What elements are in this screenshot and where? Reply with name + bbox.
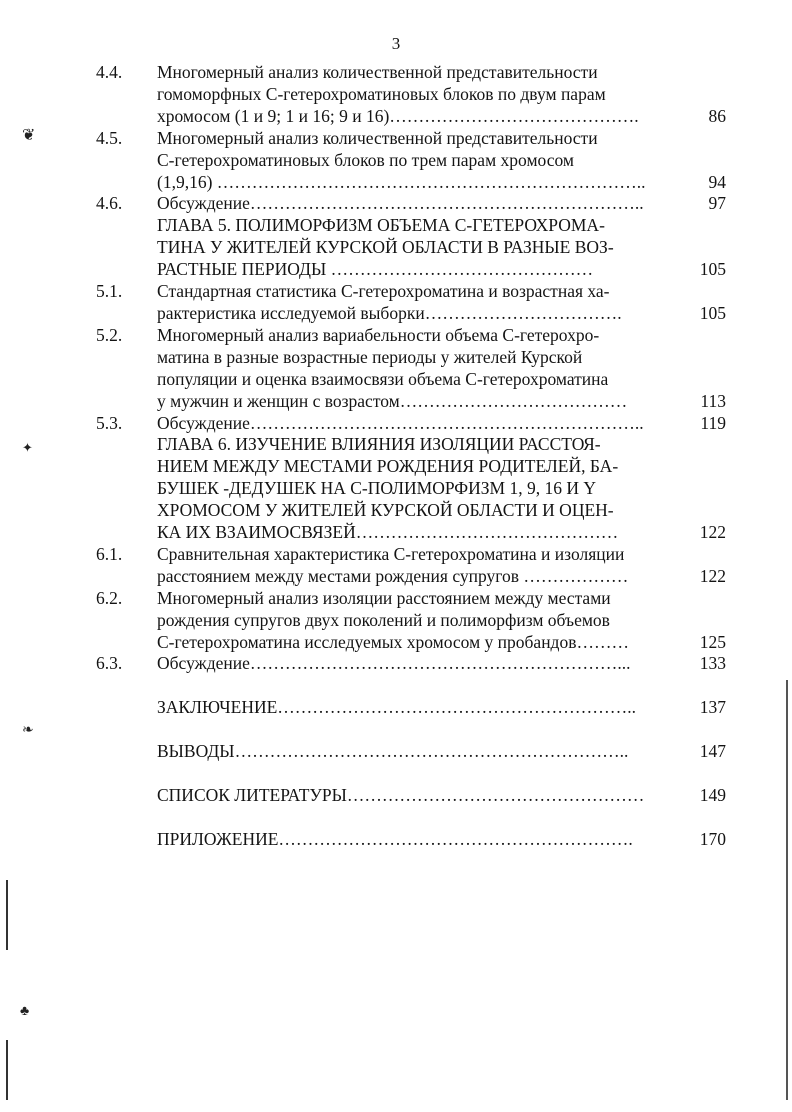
toc-entry	[96, 653, 726, 675]
toc-entry-number: 6.1.	[96, 543, 123, 564]
toc-entry-title	[157, 215, 677, 281]
toc-entry-title	[157, 588, 677, 654]
toc-entry-page: 137	[699, 697, 726, 718]
scan-mark-icon: ❦	[22, 127, 36, 144]
toc-entry-page: 97	[708, 193, 726, 214]
toc-entry-title	[157, 325, 677, 413]
toc-entry-line: Обсуждение…………………………………………………………..	[157, 193, 644, 214]
toc-entry-page: 170	[699, 829, 726, 850]
toc-entry-title	[157, 697, 677, 719]
toc-entry-line: Обсуждение…………………………………………………………..	[157, 412, 644, 433]
toc-entry-page: 125	[699, 631, 726, 652]
toc-entry-line: НИЕМ МЕЖДУ МЕСТАМИ РОЖДЕНИЯ РОДИТЕЛЕЙ, БА-	[157, 456, 619, 477]
toc-entry-line: популяции и оценка взаимосвязи объема С-гетерохроматина	[157, 368, 609, 389]
toc-entry-line: ГЛАВА 5. ПОЛИМОРФИЗМ ОБЪЕМА С-ГЕТЕРОХРОМА-	[157, 215, 605, 236]
toc-entry-title	[157, 128, 677, 194]
toc-entry-number: 5.1.	[96, 281, 123, 302]
toc-entry-title	[157, 281, 677, 325]
toc-entry	[96, 741, 726, 763]
scan-mark-icon: ♣	[20, 1004, 30, 1019]
toc-entry-line: БУШЕК -ДЕДУШЕК НА С-ПОЛИМОРФИЗМ 1, 9, 16 И Y	[157, 478, 596, 499]
scan-edge-line	[786, 680, 788, 1100]
toc-entry	[96, 62, 726, 128]
toc-entry	[96, 215, 726, 281]
toc-entry-title	[157, 434, 677, 544]
page-number: 3	[391, 34, 401, 53]
toc-entry-title	[157, 62, 677, 128]
scan-edge-line	[6, 1040, 8, 1100]
toc-entry-line: гомоморфных С-гетерохроматиновых блоков по двум парам	[157, 83, 606, 104]
toc-entry	[96, 829, 726, 851]
toc-entry	[96, 128, 726, 194]
toc-entry	[96, 544, 726, 588]
toc-entry-line: Многомерный анализ количественной представительности	[157, 127, 598, 148]
toc-entry-line: у мужчин и женщин с возрастом…………………………………	[157, 390, 628, 411]
toc-entry-line: ТИНА У ЖИТЕЛЕЙ КУРСКОЙ ОБЛАСТИ В РАЗНЫЕ ВОЗ-	[157, 237, 614, 258]
toc-entry-number: 4.6.	[96, 193, 123, 214]
toc-entry-line: ПРИЛОЖЕНИЕ…………………………………………………….	[157, 829, 633, 850]
toc-entry-page: 105	[699, 259, 726, 280]
scan-mark-icon: ✦	[22, 440, 33, 455]
toc-entry-title	[157, 544, 677, 588]
toc-entry-title	[157, 785, 677, 807]
toc-entry-page: 149	[699, 785, 726, 806]
toc-entry	[96, 193, 726, 215]
toc-entry	[96, 281, 726, 325]
toc-entry-title	[157, 829, 677, 851]
toc-entry-page: 122	[699, 522, 726, 543]
toc-entry-line: Многомерный анализ вариабельности объема С-гетерохро-	[157, 324, 600, 345]
toc-entry-number: 4.4.	[96, 62, 123, 82]
toc-entry-line: ХРОМОСОМ У ЖИТЕЛЕЙ КУРСКОЙ ОБЛАСТИ И ОЦЕН-	[157, 500, 614, 521]
toc-entry-line: Сравнительная характеристика С-гетерохроматина и изоляции	[157, 543, 625, 564]
toc-entry-line: С-гетерохроматиновых блоков по трем парам хромосом	[157, 149, 574, 170]
toc-entry-page: 86	[708, 105, 726, 126]
toc-entry-page: 122	[699, 565, 726, 586]
toc-entry	[96, 413, 726, 435]
toc-entry-page: 105	[699, 302, 726, 323]
table-of-contents	[96, 62, 726, 851]
toc-entry-line: ЗАКЛЮЧЕНИЕ……………………………………………………..	[157, 697, 637, 718]
toc-entry	[96, 785, 726, 807]
toc-entry-line: рождения супругов двух поколений и полиморфизм объемов	[157, 609, 610, 630]
toc-entry	[96, 588, 726, 654]
toc-entry-page: 119	[700, 412, 726, 433]
toc-entry-number: 6.3.	[96, 653, 123, 674]
toc-entry-number: 4.5.	[96, 127, 123, 148]
toc-entry-line: ГЛАВА 6. ИЗУЧЕНИЕ ВЛИЯНИЯ ИЗОЛЯЦИИ РАССТОЯ-	[157, 434, 601, 455]
toc-entry-line: Многомерный анализ количественной представительности	[157, 62, 598, 82]
scan-edge-line	[6, 880, 8, 950]
scan-mark-icon: ❧	[22, 723, 34, 738]
toc-entry-page: 147	[699, 741, 726, 762]
toc-entry-title	[157, 741, 677, 763]
toc-entry-title	[157, 193, 677, 215]
toc-entry-line: С-гетерохроматина исследуемых хромосом у пробандов………	[157, 631, 629, 652]
toc-entry-line: Обсуждение………………………………………………………...	[157, 653, 631, 674]
toc-entry	[96, 697, 726, 719]
toc-entry	[96, 325, 726, 413]
toc-entry-line: КА ИХ ВЗАИМОСВЯЗЕЙ………………………………………	[157, 522, 619, 543]
toc-entry-page: 133	[699, 653, 726, 674]
toc-entry-title	[157, 653, 677, 675]
toc-entry-line: (1,9,16) ………………………………………………………………..	[157, 171, 646, 192]
toc-entry-line: матина в разные возрастные периоды у жителей Курской	[157, 346, 583, 367]
toc-entry-page: 94	[708, 171, 726, 192]
toc-entry-number: 5.2.	[96, 324, 123, 345]
toc-entry-line: расстоянием между местами рождения супругов ………………	[157, 565, 629, 586]
toc-entry-title	[157, 413, 677, 435]
toc-entry	[96, 434, 726, 544]
toc-entry-line: Многомерный анализ изоляции расстоянием между местами	[157, 587, 611, 608]
toc-entry-line: РАСТНЫЕ ПЕРИОДЫ ………………………………………	[157, 259, 594, 280]
toc-entry-page: 113	[700, 390, 726, 411]
toc-entry-number: 6.2.	[96, 587, 123, 608]
toc-entry-line: хромосом (1 и 9; 1 и 16; 9 и 16)…………………………………….	[157, 105, 639, 126]
toc-entry-line: ВЫВОДЫ…………………………………………………………..	[157, 741, 629, 762]
toc-entry-number: 5.3.	[96, 412, 123, 433]
toc-entry-line: СПИСОК ЛИТЕРАТУРЫ……………………………………………	[157, 785, 645, 806]
toc-entry-line: Стандартная статистика С-гетерохроматина и возрастная ха-	[157, 281, 610, 302]
toc-entry-line: рактеристика исследуемой выборки…………………………….	[157, 302, 622, 323]
